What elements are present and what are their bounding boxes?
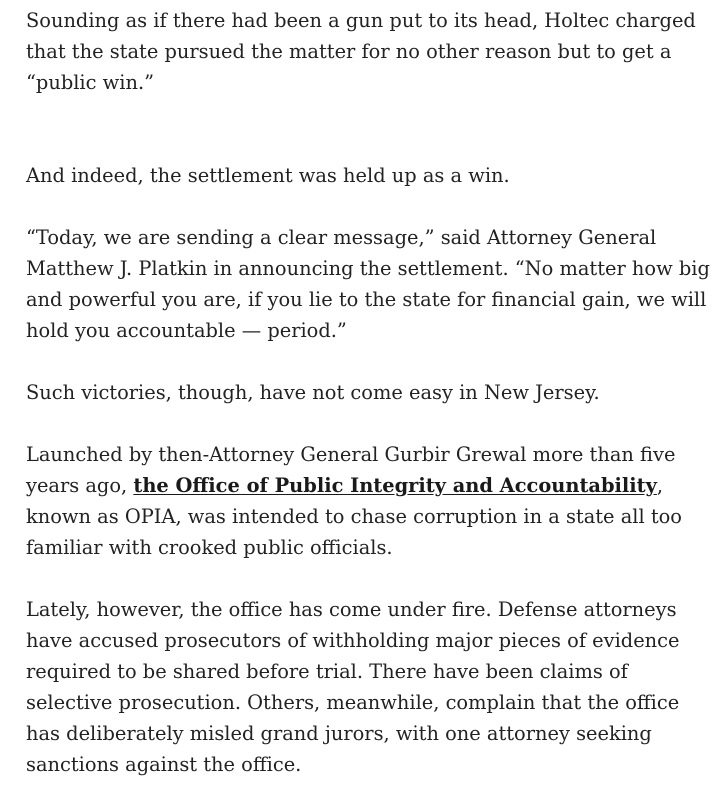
paragraph-victories: Such victories, though, have not come easy in New Jersey. bbox=[26, 381, 600, 404]
paragraph-platkin-quote: “Today, we are sending a clear message,” said Attorney General Matthew J. Platkin in announcing the settlement. “No matter how big and powerful you are, if you lie to the state for financial gain, we will hold you accountable — period.” bbox=[26, 226, 710, 342]
paragraph-opia-text-after: , known as OPIA, was intended to chase corruption in a state all too familiar with crooked public officials. bbox=[26, 474, 682, 559]
paragraph-opia-launch bbox=[26, 439, 716, 563]
opia-link[interactable]: the Office of Public Integrity and Accountability bbox=[133, 474, 657, 497]
paragraph-opia-text-before: Launched by then-Attorney General Gurbir Grewal more than five years ago, bbox=[26, 443, 676, 497]
paragraph-holtec-charge: Sounding as if there had been a gun put to its head, Holtec charged that the state pursued the matter for no other reason but to get a “public win.” bbox=[26, 9, 696, 94]
paragraph-settlement-win: And indeed, the settlement was held up as a win. bbox=[26, 164, 510, 187]
paragraph-office-under-fire: Lately, however, the office has come under fire. Defense attorneys have accused prosecutors of withholding major pieces of evidence required to be shared before trial. There have been claims of selective prosecution. Others, meanwhile, complain that the office has deliberately misled grand jurors, with one attorney seeking sanctions against the office. bbox=[26, 598, 680, 776]
article-body bbox=[26, 5, 716, 811]
